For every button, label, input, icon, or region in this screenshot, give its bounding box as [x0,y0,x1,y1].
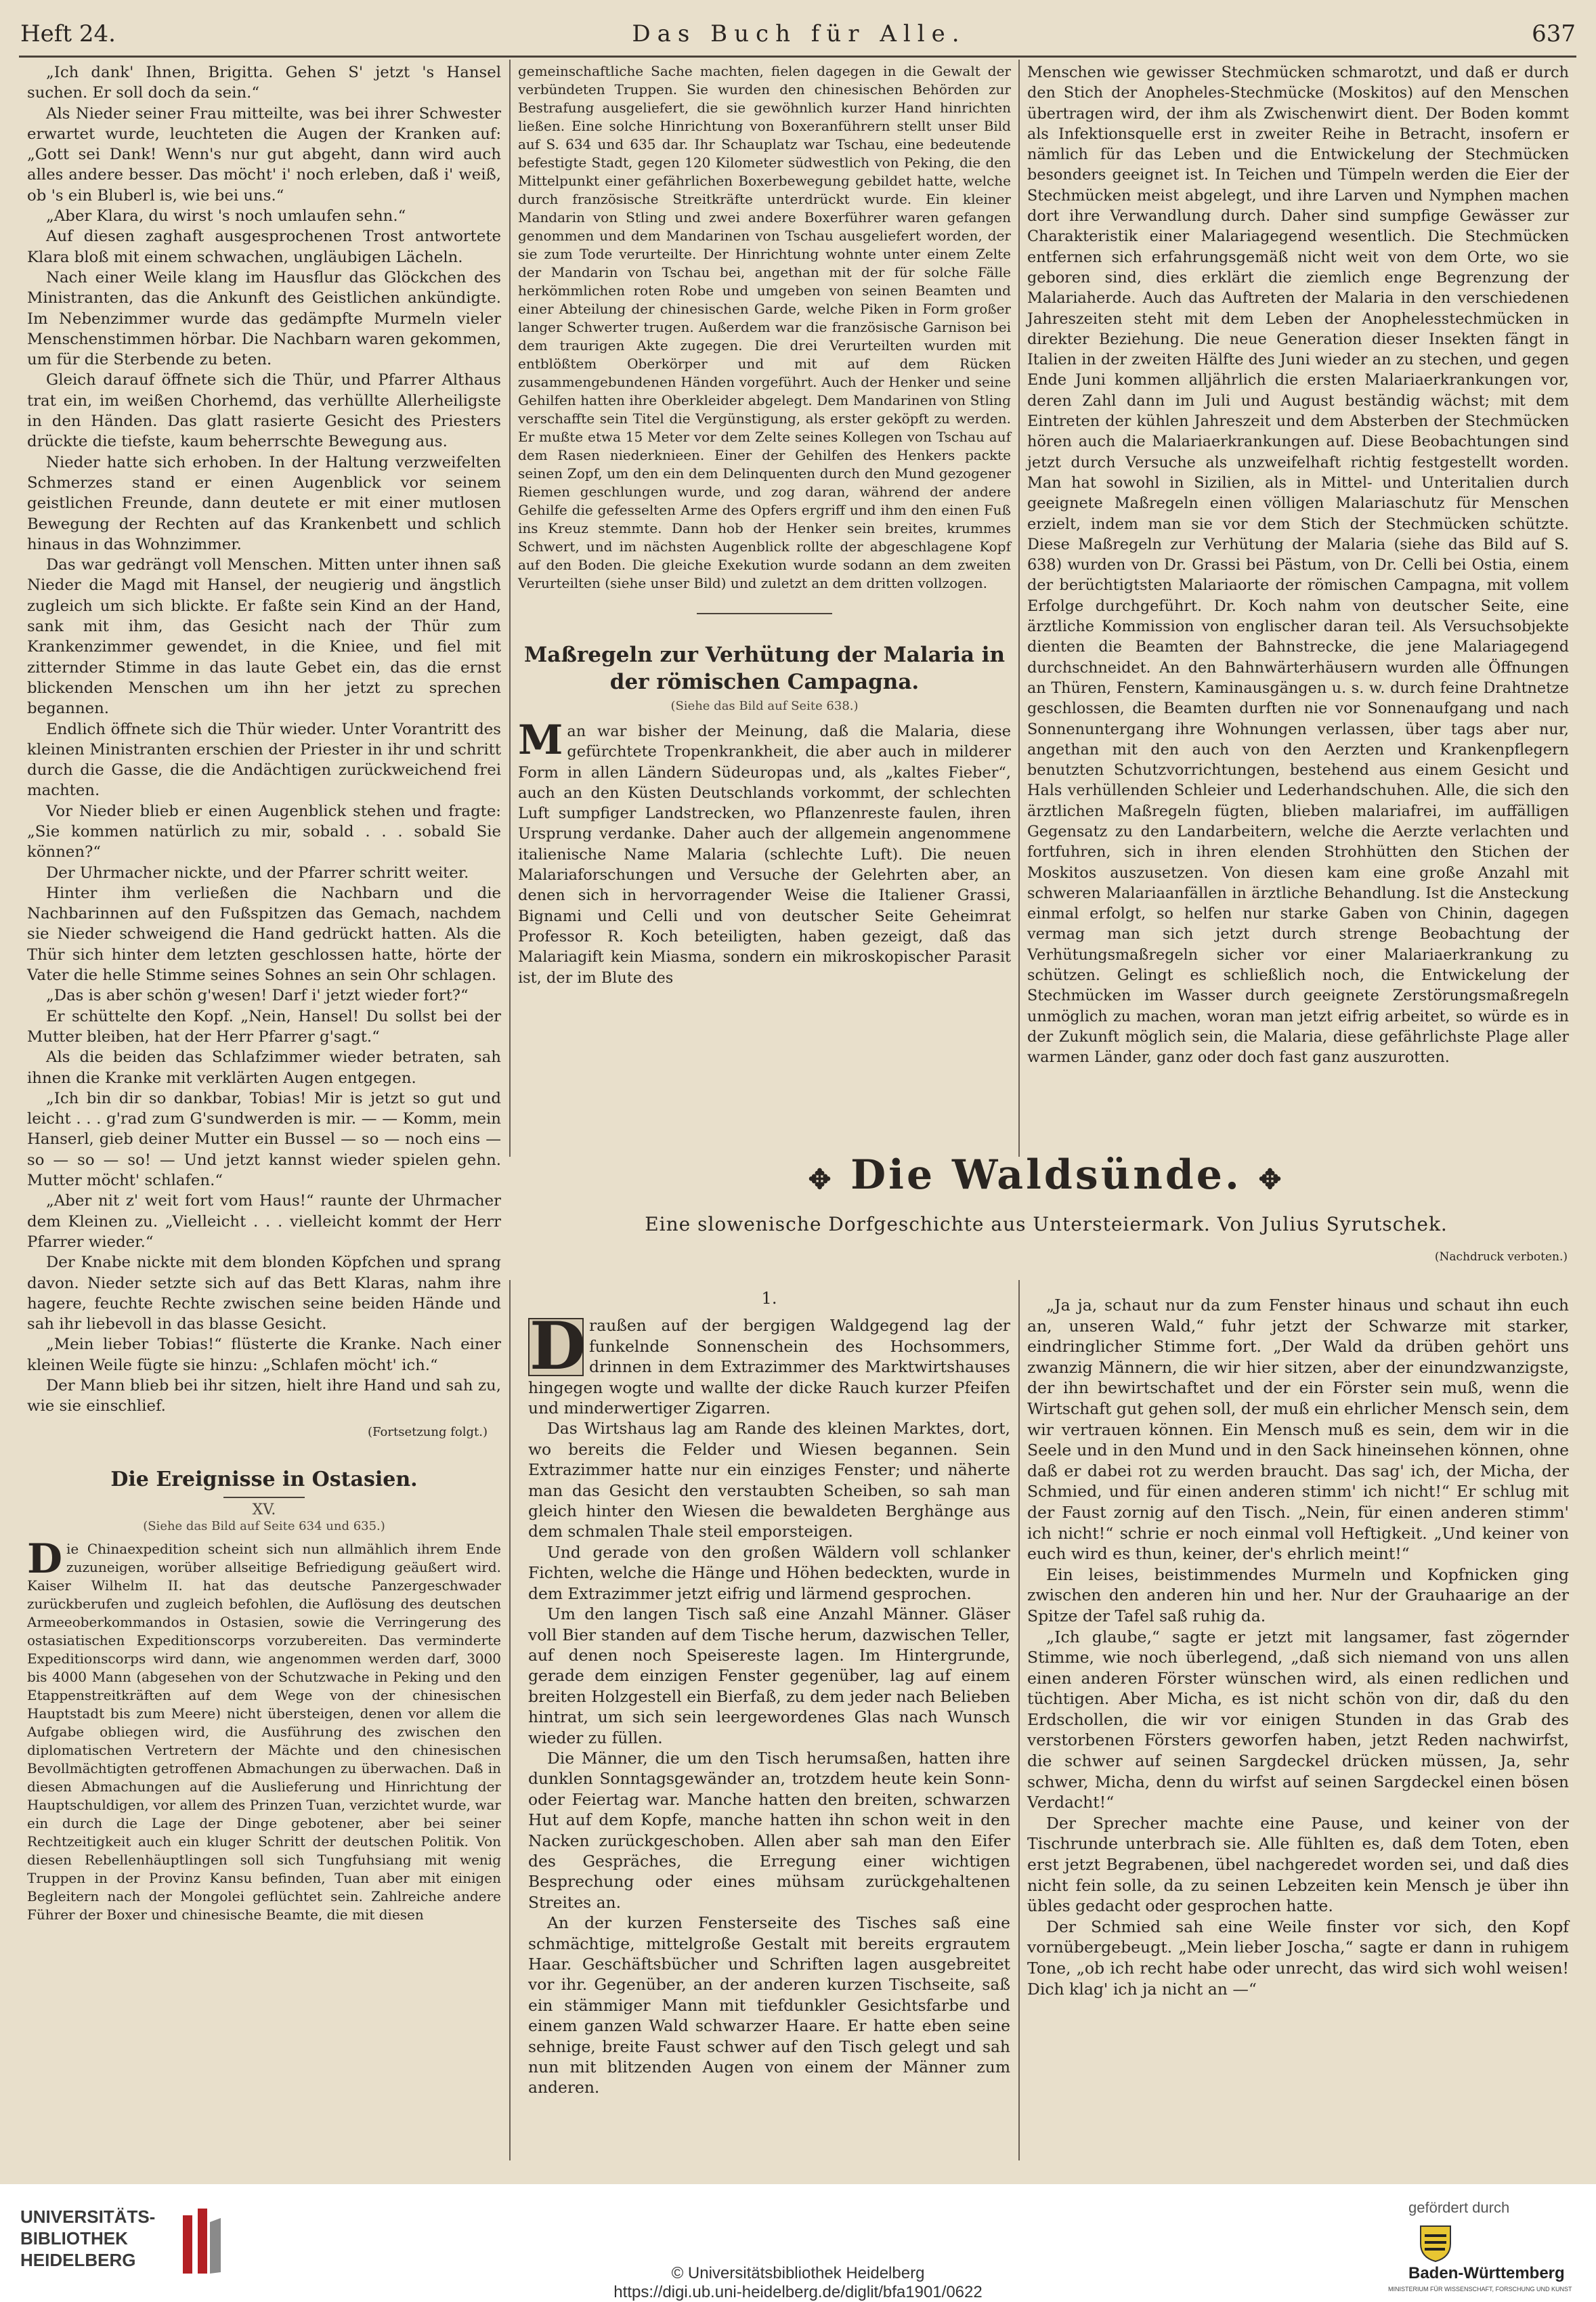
malaria-article [518,717,1011,988]
issue-number: Heft 24. [20,20,116,47]
column-rule-3 [509,1280,511,2160]
story-paragraph: Der Knabe nickte mit dem blonden Köpfchen und sprang davon. Nieder setzte sich auf das Bett Klaras, nahm ihre hagere, feuchte Rechte zwischen seine beiden Hände und sah ihr liebevoll in das blasse Gesicht. [27,1254,501,1334]
story-paragraph: „Aber nit z' weit fort vom Haus!“ raunte der Uhrmacher dem Kleinen zu. „Vielleicht . . . vielleicht kommt der Herr Pfarrer wieder.“ [27,1192,501,1251]
chapter-number: 1. [761,1289,777,1308]
copyright-notice: © Universitätsbibliothek Heidelberg [671,2264,925,2282]
story-paragraph: Gleich darauf öffnete sich die Thür, und Pfarrer Althaus trat ein, im weißen Chorhemd, das verhüllte Allerheiligste in den Händen. Das glatt rasierte Gesicht des Priesters drückte die tiefste, kaum beherrschte Bewegung aus. [27,371,501,451]
ostasien-dropcap: D [27,1535,63,1583]
ostasien-reference: (Siehe das Bild auf Seite 634 und 635.) [143,1518,385,1533]
column-3 [1027,62,1569,1068]
story-paragraph: „Mein lieber Tobias!“ flüsterte die Kranke. Nach einer kleinen Weile fügte sie hinzu: „Schlafen möcht' ich.“ [27,1336,501,1374]
article-separator [697,613,832,614]
waldsuende-paragraph: Um den langen Tisch saß eine Anzahl Männer. Gläser voll Bier standen auf dem Tische herum, dazwischen Teller, auf denen noch Speisereste lagen. Im Hintergrunde, gerade dem einzigen Fenster gegenüber, lag auf einem breiten Holzgestell ein Bierfaß, zu dem jeder nach Belieben hintrat, um sich sein leergewordenes Glas nach Wunsch wieder zu füllen. [528,1604,1010,1747]
waldsuende-left-text [528,1308,1010,2097]
waldsuende-right-text [1027,1295,1569,1999]
ostasien-text: ie Chinaexpedition scheint sich nun allmählich ihrem Ende zuzuneigen, worüber allseitige Befriedigung geäußert wird. Kaiser Wilhelm II. hat das deutsche Panzergeschwader zurückberufen und zugleich befohlen, die Auflösung des deutschen Armeeoberkommandos in Ostasien, sowie die Verringerung des ostasiatischen Expeditionscorps vorzubereiten. Das verminderte Expeditionscorps wird dann, wie angenommen werden darf, 3000 bis 4000 Mann (abgesehen von der Schutzwache in Peking und den Etappenstreitkräften auf dem Wege von der chinesischen Hauptstadt bis zum Meere) nicht übersteigen, denen vor allem die Aufgabe obliegen wird, die Ausführung des zwischen den diplomatischen Vertretern der Mächte und den chinesischen Bevollmächtigten getroffenen Abmachungen zu überwachen. Daß in diesen Abmachungen auf die Auslieferung und Hinrichtung der Hauptschuldigen, vor allem des Prinzen Tuan, verzichtet wurde, war ein durch die Lage der Dinge gebotener, aber bei seiner Rechtzeitigkeit auch ein kluger Schritt der deutschen Politik. Von diesen Rebellenhäuptlingen soll sich Tungfuhsiang mit wenig Truppen in der Provinz Kansu befinden, Tuan aber mit einigen Begleitern nach der Mongolei geflüchtet sein. Zahlreiche andere Führer der Boxer und chinesische Beamte, die mit diesen [27,1540,501,1923]
story-paragraph: Der Uhrmacher nickte, und der Pfarrer schritt weiter. [46,864,469,882]
story-continuation [27,62,501,1417]
waldsuende-header [518,1151,1574,1264]
column-rule-4 [1018,1280,1020,2160]
story-paragraph: „Ich dank' Ihnen, Brigitta. Gehen S' jetzt 's Hansel suchen. Er soll doch da sein.“ [27,64,501,102]
story-paragraph: „Aber Klara, du wirst 's noch umlaufen sehn.“ [46,207,406,226]
waldsuende-dropcap: D [530,1308,586,1385]
waldsuende-subtitle: Eine slowenische Dorfgeschichte aus Untersteiermark. Von Julius Syrutschek. [645,1213,1448,1235]
story-paragraph: Der Mann blieb bei ihr sitzen, hielt ihre Hand und sah zu, wie sie einschlief. [27,1377,501,1415]
story-paragraph: „Ich bin dir so dankbar, Tobias! Mir is jetzt so gut und leicht . . . g'rad zum G'sundwerden is mir. — — Komm, mein Hanserl, gieb deiner Mutter ein Bussel — so — noch eins — so — so — so! — Und jetzt kannst wieder spielen gehn. Mutter möcht' schlafen.“ [27,1089,501,1190]
story-paragraph: Als die beiden das Schlafzimmer wieder betraten, sah ihnen die Kranke mit verklärten Augen entgegen. [27,1048,501,1087]
library-name-line-2: BIBLIOTHEK [20,2228,128,2248]
malaria-text: an war bisher der Meinung, daß die Malaria, diese gefürchtete Tropenkrankheit, die aber auch in milderer Form in allen Ländern Südeuropas und, als „kaltes Fieber“, auch an den Küsten Deutschlands vorkommt, der schlechten Luft sumpfiger Landstrecken, wo Pflanzenreste faulen, ihren Ursprung verdanke. Daher auch der allgemein angenommene italienische Name Malaria (schlechte Luft). Die neuen Malariaforschungen und Versuche der Gelehrten aber, an denen sich in hervorragender Weise die Italiener Grassi, Bignami und Celli und von deutscher Seite Geheimrat Professor R. Koch beteiligten, haben gezeigt, daß das Malariagift kein Miasma, sondern ein mikroskopischer Parasit ist, der im Blute des [518,723,1011,987]
page-header-title: Das Buch für Alle. [632,20,966,47]
ostasien-number: XV. [252,1501,276,1518]
malaria-title: Maßregeln zur Verhütung der Malaria in der römischen Campagna. [523,643,1006,694]
ornament-left-icon: ✥ [808,1164,834,1195]
malaria-reference: (Siehe das Bild auf Seite 638.) [670,699,859,713]
library-name [20,2206,155,2271]
waldsuende-paragraph: Das Wirtshaus lag am Rande des kleinen Marktes, dort, wo bereits die Felder und Wiesen begannen. Sein Extrazimmer hatte nur ein einziges Fenster; und näherte man das Gesicht den verstaubten Scheiben, so sah man gleich hinter den Wiesen die bewaldeten Berghänge aus dem schmalen Thale steil emporsteigen. [528,1419,1010,1541]
waldsuende-paragraph: Der Schmied sah eine Weile finster vor sich, den Kopf vornübergebeugt. „Mein lieber Joscha,“ sagte er dann in ruhigem Tone, „ob ich recht habe oder unrecht, das wird sich wohl weisen! Dich klag' ich ja nicht an —“ [1027,1917,1569,1999]
waldsuende-paragraph: Die Männer, die um den Tisch herumsaßen, hatten ihre dunklen Sonntagsgewänder an, trotzdem heute kein Sonn- oder Feiertag war. Manche hatten den breiten, schwarzen Hut auf dem Kopfe, manche hatten ihn schon weit in den Nacken zurückgeschoben. Allen aber sah man den Eifer des Gespräches, die Erregung einer wichtigen Besprechung oder eines mühsam zurückgehaltenen Streites an. [528,1748,1010,1912]
header-rule [19,56,1576,58]
story-paragraph: Endlich öffnete sich die Thür wieder. Unter Vorantritt des kleinen Ministranten erschien der Priester in ihr und schritt durch die Gasse, die die Andächtigen zurückweichend frei machten. [27,720,501,800]
continued-note: (Fortsetzung folgt.) [368,1424,488,1439]
column-2 [518,62,1011,988]
waldsuende-paragraph: An der kurzen Fensterseite des Tisches saß eine schmächtige, mittelgroße Gestalt mit bereits ergrautem Haar. Geschäftsbücher und Schriften lagen ausgebreitet vor ihr. Gegenüber, an der anderen kurzen Tischseite, saß ein stämmiger Mann mit tiefdunkler Gesichtsfarbe und einem ganzen Wald schwarzer Haare. Er hatte eben seine sehnige, breite Faust schwer auf den Tisch gelegt und sah nun mit blitzenden Augen von einem der Männer zum anderen. [528,1913,1010,2097]
sponsor-ministry: MINISTERIUM FÜR WISSENSCHAFT, FORSCHUNG UND KUNST [1388,2286,1572,2293]
sponsor-name: Baden-Württemberg [1408,2264,1565,2282]
funded-by-label: gefördert durch [1408,2199,1510,2216]
column-rule-1 [509,60,511,1157]
story-paragraph: Er schüttelte den Kopf. „Nein, Hansel! Du sollst bei der Mutter bleiben, hat der Herr Pfarrer g'sagt.“ [27,1007,501,1046]
library-name-line-1: UNIVERSITÄTS- [20,2207,156,2227]
waldsuende-title-text: Die Waldsünde. [850,1151,1242,1199]
ornament-right-icon: ✥ [1258,1164,1285,1195]
waldsuende-paragraph: „Ich glaube,“ sagte er jetzt mit langsamer, fast zögernder Stimme, wie noch überlegend, „daß sich niemand von uns allen einen anderen Förster wünschen wird, als einen redlichen und tüchtigen. Aber Micha, es ist nicht schön von dir, daß du den Erdschollen, die wir vor einigen Stunden in das Grab des verstorbenen Försters geworfen haben, jetzt Reden nachwirfst, die schwer auf seinen Sargdeckel drücken müssen, Ja, sehr schwer, Micha, denn du wirfst auf seinen Sargdeckel einen bösen Verdacht!“ [1027,1627,1569,1812]
permalink[interactable]: https://digi.ub.uni-heidelberg.de/diglit/bfa1901/0622 [613,2283,983,2301]
column-1 [27,62,501,1924]
waldsuende-paragraph: raußen auf der bergigen Waldgegend lag der funkelnde Sonnenschein des Hochsommers, drinnen in dem Extrazimmer des Marktwirtshauses hingegen wogte und wallte der dicke Rauch kurzer Pfeifen und minderwertiger Zigarren. [528,1316,1010,1418]
story-paragraph: Das war gedrängt voll Menschen. Mitten unter ihnen saß Nieder die Magd mit Hansel, der neugierig und ängstlich zugleich um sich blickte. Er faßte sein Kind an der Hand, sank mit ihm, das Gesicht nach der Thür zum Krankenzimmer gewendet, in die Kniee, und fiel mit zitternder Stimme in das laute Gebet ein, das die ernst blickenden Menschen um ihn her jetzt zu sprechen begannen. [27,556,501,718]
digitization-footer [0,2184,1596,2302]
story-paragraph: Vor Nieder blieb er einen Augenblick stehen und fragte: „Sie kommen natürlich zu mir, sobald . . . sobald Sie können?“ [27,802,501,861]
column-rule-2 [1018,60,1020,1157]
story-paragraph: Auf diesen zaghaft ausgesprochenen Trost antwortete Klara bloß mit einem schwachen, ungläubigen Lächeln. [27,228,501,266]
story-paragraph: Nach einer Weile klang im Hausflur das Glöckchen des Ministranten, das die Ankunft des Geistlichen ankündigte. Im Nebenzimmer wurde das gedämpfte Murmeln vieler Menschenstimmen hörbar. Die Nachbarn waren gekommen, um für die Sterbende zu beten. [27,268,501,369]
reprint-notice: (Nachdruck verboten.) [1434,1250,1568,1264]
state-coat-of-arms-icon [1415,2222,1456,2263]
story-paragraph: „Das is aber schön g'wesen! Darf i' jetzt wieder fort?“ [46,987,469,1005]
ostasien-title: Die Ereignisse in Ostasien. [110,1467,418,1491]
waldsuende-title [518,1151,1574,1203]
page-number: 637 [1532,20,1576,47]
ostasien-article [27,1535,501,1924]
malaria-continuation: Menschen wie gewisser Stechmücken schmarotzt, und daß er durch den Stich der Anopheles-Stechmücke (Moskitos) auf den Menschen übertragen wird, der ihm als Zwischenwirt dient. Der Boden kommt als Infektionsquelle erst in zweiter Reihe in Betracht, insofern er nämlich für das Leben und die Entwickelung der Stechmücken besonders geeignet ist. In Teichen und Tümpeln werden die Eier der Stechmücken meist abgelegt, und ihre Larven und Nymphen machen dort ihre Verwandlung durch. Daher sind sumpfige Gewässer zur Charakteristik einer Malariagegend wesentlich. Die Stechmücken entfernen sich erfahrungsgemäß nicht weit von dem Orte, wo sie geboren sind, dies erklärt die ziemlich enge Begrenzung der Malariaherde. Auch das Auftreten der Malaria in den verschiedenen Jahreszeiten steht mit dem Leben der Anophelesstechmücken in direkter Beziehung. Die neue Generation dieser Insekten fängt in Italien in der zweiten Hälfte des Juni wieder an zu stechen, und gegen Ende Juni kommen alljährlich die ersten Malariaerkrankungen vor, deren Zahl dann im Juli und August beständig wächst; mit dem Eintreten der kühlen Jahreszeit und dem Absterben der Stechmücken hören auch die Malariaerkrankungen auf. Diese Beobachtungen sind jetzt durch Versuche als unzweifelhaft richtig festgestellt worden. Man hat sowohl in Sizilien, als in Mittel- und Unteritalien durch geeignete Maßregeln einen völligen Malariaschutz für Menschen erzielt, indem man sie vor dem Stich der Stechmücken schützte. Diese Maßregeln zur Verhütung der Malaria (siehe das Bild auf S. 638) wurden von Dr. Grassi bei Pästum, von Dr. Celli bei Ostia, einem der berüchtigtsten Malariaorte der römischen Campagna, mit vollem Erfolge durchgeführt. Dr. Koch nahm von deutscher Seite, eine ärztliche Kommission von englischer daran teil. Als Versuchsobjekte dienten die Beamten der Bahnstrecke, die jene Malariagegend durchschneidet. An den Bahnwärterhäusern wurden alle Öffnungen an Thüren, Fenstern, Kaminausgängen u. s. w. durch feine Drahtnetze geschlossen, die Beamten durften nie vor Sonnenaufgang und nach Sonnenuntergang ihre Wohnungen verlassen, über tags aber nur, angethan mit den auch von den Aerzten und Krankenpflegern benutzten Schutzvorrichtungen, bestehend aus einem Gesicht und Hals verhüllenden Schleier und Lederhandschuhen. Alle, die sich den ärztlichen Maßregeln fügten, blieben malariafrei, im auffälligen Gegensatz zu den Landarbeitern, welche die Aerzte verlachten und fortfuhren, sich in ihren elenden Strohhütten den Stichen der Moskitos auszusetzen. Von diesen kam eine große Anzahl mit schweren Malariaanfällen in ärztliche Behandlung. Ist die Ansteckung einmal erfolgt, so helfen nur starke Gaben von Chinin, dagegen vermag man sich jetzt durch strenge Beobachtung der Verhütungsmaßregeln sicher vor einer Malariaerkrankung zu schützen. Gelingt es schließlich noch, die Entwickelung der Stechmücken im Wasser durch geeignete Zerstörungsmaßregeln unmöglich zu machen, woran man jetzt eifrig arbeitet, so würde es in der Zukunft möglich sein, die Malaria, diese gefährlichste Plage aller warmen Länder, ganz oder doch fast ganz auszurotten. [1027,64,1569,1067]
story-paragraph: Nieder hatte sich erhoben. In der Haltung verzweifelten Schmerzes stand er einen Augenblick vor seinem geistlichen Freunde, dann deutete er mit einer mutlosen Bewegung der Rechten auf das Krankenbett und schlich hinaus in das Wohnzimmer. [27,453,501,553]
story-paragraph: Hinter ihm verließen die Nachbarn und die Nachbarinnen auf den Fußspitzen das Gemach, nachdem sie Nieder schweigend die Hand gedrückt hatten. Als die Thür sich hinter dem letzten geschlossen hatte, hörte der Vater die helle Stimme seines Sohnes an sein Ohr schlagen. [27,884,501,985]
waldsuende-paragraph: Ein leises, beistimmendes Murmeln und Kopfnicken ging zwischen den anderen hin und her. Nur der Grauhaarige an der Spitze der Tafel saß ruhig da. [1027,1564,1569,1625]
waldsuende-paragraph: Der Sprecher machte eine Pause, und keiner von der Tischrunde unterbrach sie. Alle fühlten es, daß dem Toten, eben erst jetzt Begrabenen, übel nachgeredet worden sei, und daß dies nicht fein solle, da zu seinen Lebzeiten kein Mensch je über ihn übles gedacht oder gesprochen hatte. [1027,1813,1569,1916]
waldsuende-column-left [528,1288,1010,2098]
waldsuende-paragraph: „Ja ja, schaut nur da zum Fenster hinaus und schaut ihn euch an, unseren Wald,“ fuhr jetzt der Schwarze mit starker, eindringlicher Stimme fort. „Der Wald da drüben gehört uns zwanzig Männern, die wir hier sitzen, aber der einundzwanzigste, der ihn bewirtschaftet und der ein Förster sein muß, wenn die Wirtschaft gut gehen soll, der muß ein ehrlicher Mensch sein, dem wir vertrauen können. Ein Mensch muß es sein, dem wir in die Seele und in den Mund und in den Sack hineinsehen können, ohne daß er dabei rot zu werden braucht. Das sag' ich, der Micha, der Schmied, und für einen anderen stimm' ich nicht!“ Er schlug mit der Faust zornig auf den Tisch. „Nein, für einen anderen stimm' ich nicht!“ schrie er noch einmal voll Heftigkeit. „Und keiner von euch wird es thun, keiner, der's ehrlich meint!“ [1027,1296,1569,1564]
ostasien-title-rule [223,1497,305,1498]
waldsuende-paragraph: Und gerade von den großen Wäldern voll schlanker Fichten, welche die Hänge und Höhen bedeckten, wurde in dem Extrazimmer jetzt eifrig und lärmend gesprochen. [528,1542,1010,1603]
library-name-line-3: HEIDELBERG [20,2250,136,2270]
waldsuende-column-right [1027,1295,1569,1999]
malaria-dropcap: M [518,717,563,764]
ostasien-continuation: gemeinschaftliche Sache machten, fielen dagegen in die Gewalt der verbündeten Truppen. Sie wurden den chinesischen Behörden zur Bestrafung ausgeliefert, die sie gewöhnlich kurzer Hand hinrichten ließen. Eine solche Hinrichtung von Boxeranführern stellt unser Bild auf S. 634 und 635 dar. Ihr Schauplatz war Tschau, eine bedeutende befestigte Stadt, gegen 120 Kilometer südwestlich von Peking, die den Mittelpunkt einer gefährlichen Boxerbewegung gebildet hatte, welche durch französische Streitkräfte unterdrückt wurde. Ein kleiner Mandarin von Stling und zwei andere Boxerführer waren gefangen genommen und dem Mandarinen von Tschau ausgeliefert worden, der sie zum Tode verurteilte. Der Hinrichtung wohnte unter einem Zelte der Mandarin von Tschau bei, angethan mit der für solche Fälle herkömmlichen roten Robe und umgeben von seinen Beamten und einer Abteilung der chinesischen Garde, welche Piken in Form großer langer Schwerter trugen. Außerdem war die französische Garnison bei dem traurigen Akte zugegen. Die drei Verurteilten wurden mit entblößtem Oberkörper und mit auf dem Rücken zusammengebundenen Händen vorgeführt. Auch der Henker und seine Gehilfen hatten ihre Oberkleider abgelegt. Dem Mandarinen von Stling verschaffte sein Titel die Vergünstigung, als erster geköpft zu werden. Er mußte etwa 15 Meter vor dem Zelte seines Kollegen von Tschau auf dem Rasen niederknieen. Einer der Gehilfen des Henkers packte seinen Zopf, um den ein dem Delinquenten durch den Mund gezogener Riemen geschlungen wurde, und zog daran, während der andere Gehilfe die gefesselten Arme des Opfers ergriff und ihm den einen Fuß ins Kreuz stemmte. Dann hob der Henker sein breites, krummes Schwert, und im nächsten Augenblick rollte der abgeschlagene Kopf auf den Boden. Die gleiche Exekution wurde sodann an dem zweiten Verurteilten (siehe unser Bild) und zuletzt an dem dritten vollzogen. [518,63,1011,591]
story-paragraph: Als Nieder seiner Frau mitteilte, was bei ihrer Schwester erwartet wurde, leuchteten die Augen der Kranken auf: „Gott sei Dank! Wenn's nur gut abgeht, dann wird auch alles andere besser. Das möcht' i' noch erleben, daß i' weiß, ob 's ein Bluberl is, wie bei uns.“ [27,104,501,205]
